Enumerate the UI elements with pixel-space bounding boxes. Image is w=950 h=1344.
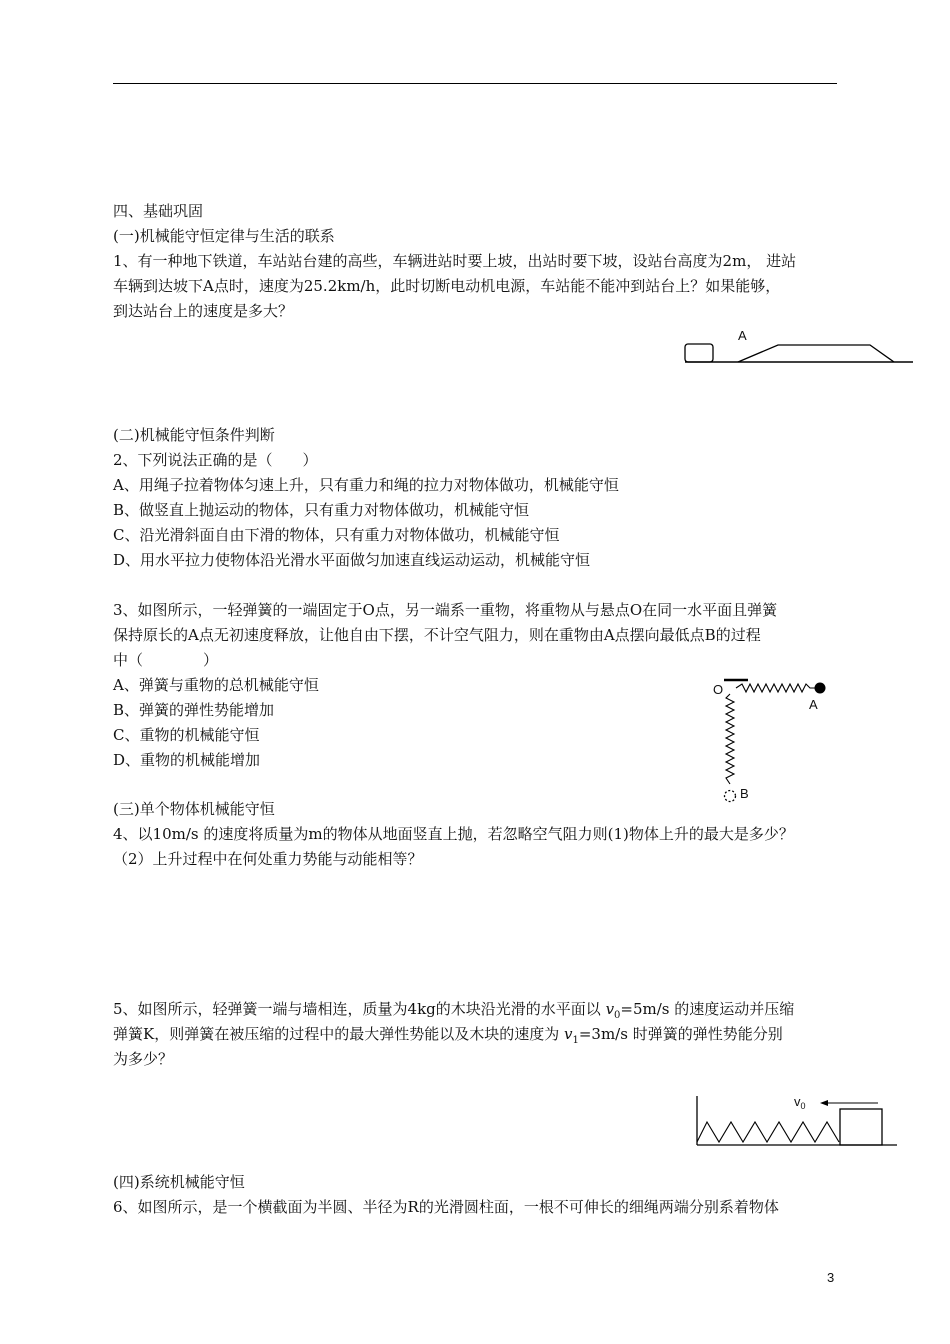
- q5-label-v0: $v_0$: [794, 1094, 806, 1111]
- q1-car: [685, 344, 713, 362]
- q3-option-c: C、重物的机械能守恒: [113, 726, 260, 744]
- q4-line-2: （2）上升过程中在何处重力势能与动能相等？: [113, 850, 423, 868]
- q5-line-3: 为多少？: [113, 1050, 174, 1068]
- q3-line-3: 中（ ）: [113, 651, 219, 669]
- q3-line-1: 3、如图所示，一轻弹簧的一端固定于O点，另一端系一重物，将重物从与悬点O在同一水平面且弹簧: [113, 601, 778, 619]
- q2-option-b: B、做竖直上抛运动的物体，只有重力对物体做功，机械能守恒: [113, 501, 530, 519]
- q3-option-a: A、弹簧与重物的总机械能守恒: [113, 676, 319, 694]
- q1-line-2: 车辆到达坡下A点时，速度为25.2km/h，此时切断电动机电源，车站能不能冲到站台上？如果能够，: [113, 277, 781, 295]
- q3-label-b: B: [740, 786, 749, 801]
- q5-line-2: 弹簧K，则弹簧在被压缩的过程中的最大弹性势能以及木块的速度为 $v_1=3m/s$ 时弹簧的弹性势能分别: [113, 1025, 783, 1046]
- q3-figure: [710, 672, 840, 812]
- section-heading: 四、基础巩固: [113, 202, 204, 220]
- q5-arrowhead: [820, 1100, 828, 1106]
- q2-stem: 2、下列说法正确的是（ ）: [113, 451, 318, 469]
- q1-figure: [680, 324, 920, 374]
- header-rule: [113, 83, 837, 84]
- q1-line-3: 到达站台上的速度是多大？: [113, 302, 294, 320]
- q3-spring-horizontal: [736, 684, 818, 692]
- q5-block: [840, 1109, 882, 1145]
- q2-option-c: C、沿光滑斜面自由下滑的物体，只有重力对物体做功，机械能守恒: [113, 526, 560, 544]
- q4-line-1: 4、以10m/s 的速度将质量为m的物体从地面竖直上抛，若忽略空气阻力则(1)物体上升的最大是多少？: [113, 825, 794, 843]
- section-3-title: (三)单个物体机械能守恒: [113, 800, 275, 818]
- section-4-title: (四)系统机械能守恒: [113, 1173, 245, 1191]
- section-1-title: (一)机械能守恒定律与生活的联系: [113, 227, 335, 245]
- page-number: 3: [827, 1270, 835, 1285]
- q3-option-d: D、重物的机械能增加: [113, 751, 261, 769]
- q2-option-a: A、用绳子拉着物体匀速上升，只有重力和绳的拉力对物体做功，机械能守恒: [113, 476, 619, 494]
- q1-line-1: 1、有一种地下铁道，车站站台建的高些，车辆进站时要上坡，出站时要下坡，设站台高度为2m， 进站: [113, 252, 797, 270]
- q3-label-a: A: [809, 697, 818, 712]
- q3-line-2: 保持原长的A点无初速度释放，让他自由下摆，不计空气阻力，则在重物由A点摆向最低点B的过程: [113, 626, 761, 644]
- q3-ball-a: [815, 683, 826, 694]
- q1-platform: [738, 345, 894, 362]
- q5-figure: [690, 1092, 900, 1150]
- q3-ball-b: [725, 791, 736, 802]
- q3-label-o: O: [713, 682, 724, 697]
- q2-option-d: D、用水平拉力使物体沿光滑水平面做匀加速直线运动运动，机械能守恒: [113, 551, 591, 569]
- q3-option-b: B、弹簧的弹性势能增加: [113, 701, 275, 719]
- section-2-title: (二)机械能守恒条件判断: [113, 426, 275, 444]
- q5-spring: [697, 1122, 839, 1142]
- q3-spring-vertical: [726, 694, 734, 784]
- q5-line-1: 5、如图所示，轻弹簧一端与墙相连，质量为4kg的木块沿光滑的水平面以 $v_0=5m/s$ 的速度运动并压缩: [113, 1000, 795, 1021]
- q1-label-a: A: [738, 328, 747, 343]
- q6-line-1: 6、如图所示，是一个横截面为半圆、半径为R的光滑圆柱面，一根不可伸长的细绳两端分别系着物体: [113, 1198, 779, 1216]
